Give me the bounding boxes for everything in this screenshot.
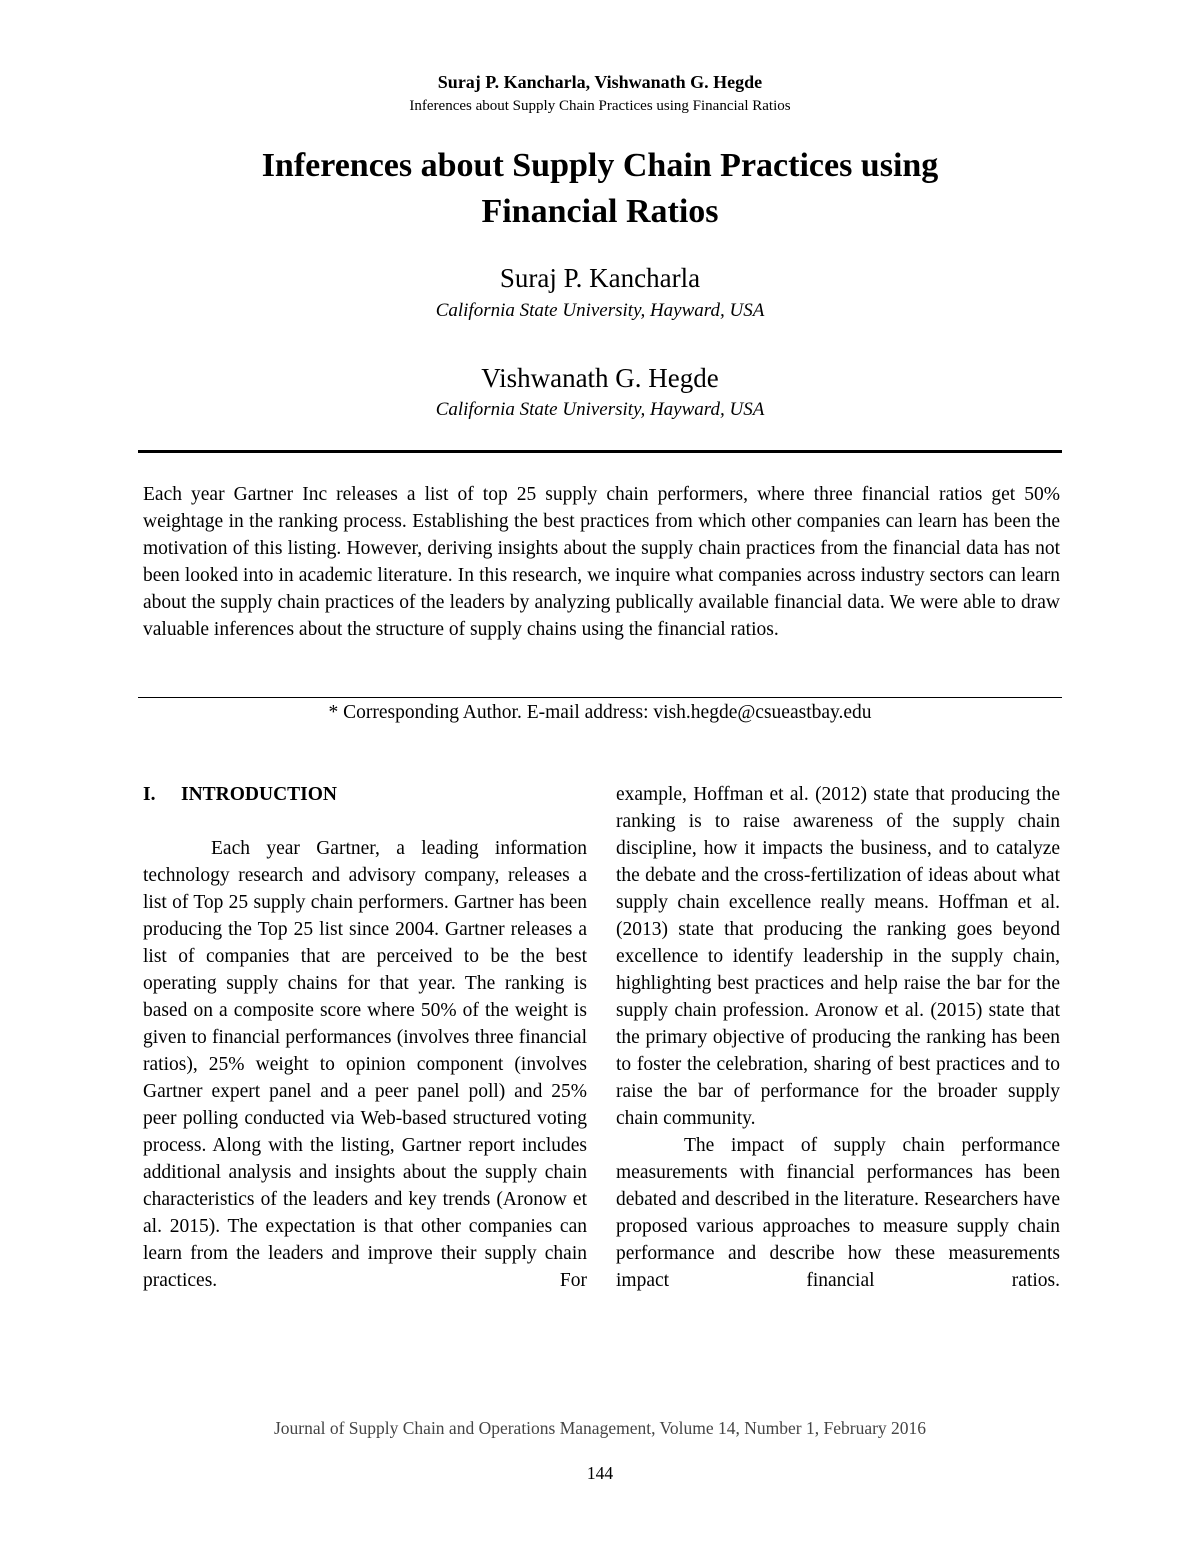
abstract-separator-rule (138, 697, 1062, 698)
section-title: INTRODUCTION (181, 784, 338, 805)
title-separator-rule (138, 450, 1062, 453)
paper-title (150, 143, 1050, 235)
section-heading (143, 781, 587, 808)
page-number: 144 (586, 1463, 614, 1483)
intro-paragraph-2: The impact of supply chain performance measurements with financial performances has been debated and described in the literature. Researchers have proposed various approaches to measure supply chain performance and describe how these measurements impact financial ratios. (616, 1135, 1060, 1291)
intro-paragraph-1: Each year Gartner, a leading information technology research and advisory company, releases a list of Top 25 supply chain performers. Gartner has been producing the Top 25 list since 2004. Gartner releases a list of companies that are perceived to be the best operating supply chains for that year. The ranking is based on a composite score where 50% of the weight is given to financial performances (involves three financial ratios), 25% weight to opinion component (involves Gartner expert panel and a peer panel poll) and 25% peer polling conducted via Web-based structured voting process. Along with the listing, Gartner report includes additional analysis and insights about the supply chain characteristics of the leaders and key trends (Aronow et al. 2015). The expectation is that other companies can learn from the leaders and improve their supply chain practices. For (143, 838, 587, 1291)
right-column (616, 781, 1060, 1294)
left-column (143, 781, 587, 1294)
author-1-affiliation: California State University, Hayward, USA (435, 300, 765, 321)
intro-paragraph-1-continued: example, Hoffman et al. (2012) state that producing the ranking is to raise awareness of the supply chain discipline, how it impacts the business, and to catalyze the debate and the cross-fertilization of ideas about what supply chain excellence really means. Hoffman et al. (2013) state that producing the ranking goes beyond excellence to identify leadership in the supply chain, highlighting best practices and help raise the bar for the supply chain profession. Aronow et al. (2015) state that the primary objective of producing the ranking has been to foster the celebration, sharing of best practices and to raise the bar of performance for the broader supply chain community. (616, 784, 1060, 1129)
running-header-authors: Suraj P. Kancharla, Vishwanath G. Hegde (437, 72, 763, 92)
paper-title-line-1: Inferences about Supply Chain Practices using (261, 147, 939, 184)
paper-title-line-2: Financial Ratios (481, 193, 719, 230)
author-2-affiliation: California State University, Hayward, USA (435, 399, 765, 420)
abstract: Each year Gartner Inc releases a list of top 25 supply chain performers, where three financial ratios get 50% weightage in the ranking process. Establishing the best practices from which other companies can learn has been the motivation of this listing. However, deriving insights about the supply chain practices from the financial data has not been looked into in academic literature. In this research, we inquire what companies across industry sectors can learn about the supply chain practices of the leaders by analyzing publically available financial data. We were able to draw valuable inferences about the structure of supply chains using the financial ratios. (143, 484, 1060, 640)
author-2-name: Vishwanath G. Hegde (481, 363, 719, 393)
section-number: I. (143, 784, 156, 805)
author-1-name: Suraj P. Kancharla (499, 263, 701, 293)
footer-journal-citation: Journal of Supply Chain and Operations Management, Volume 14, Number 1, February 2016 (273, 1418, 927, 1438)
corresponding-author-note: * Corresponding Author. E-mail address: vish.hegde@csueastbay.edu (328, 702, 872, 723)
running-header-title: Inferences about Supply Chain Practices using Financial Ratios (409, 98, 791, 114)
